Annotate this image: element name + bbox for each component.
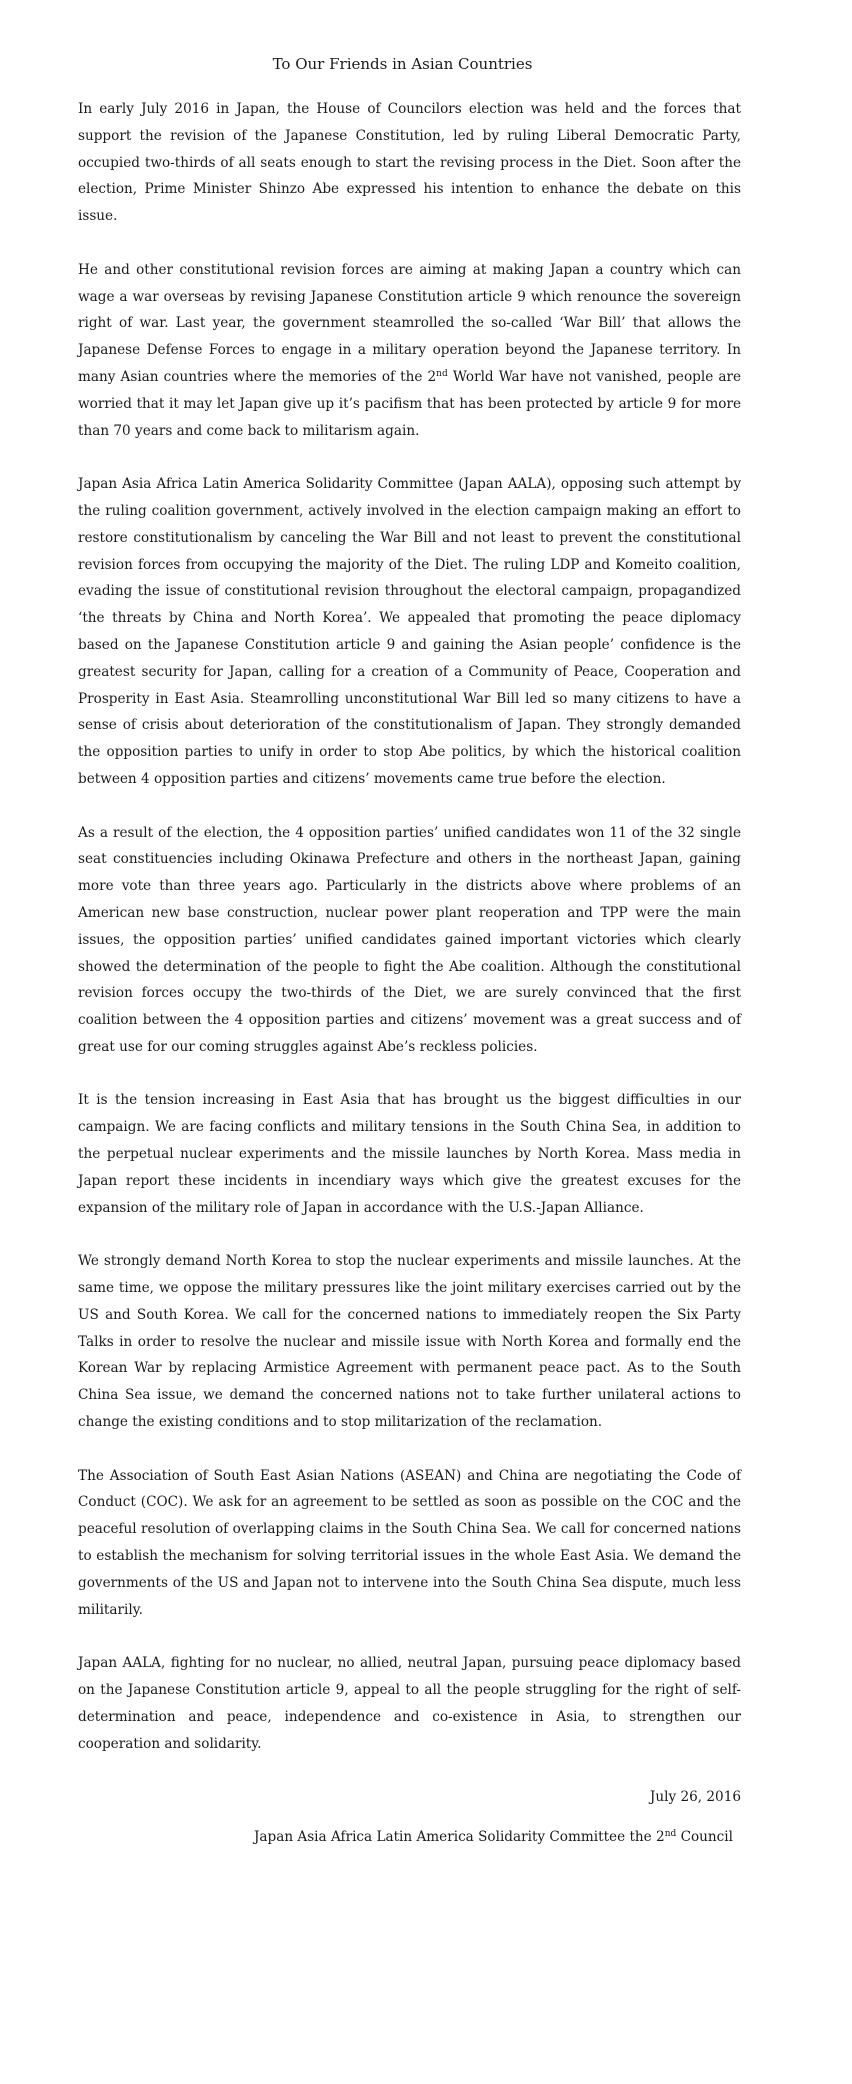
letter-document [78, 48, 741, 1851]
signature-text-a: Japan Asia Africa Latin America Solidarity Committee the 2 [253, 1829, 665, 1845]
paragraph-2-text-a: He and other constitutional revision forces are aiming at making Japan a country which can wage a war overseas by revising Japanese Constitution article 9 which renounce the sovereign right of war. Last year, the government steamrolled the so-called ‘War Bill’ that allows the Japanese Defense Forces to engage in a military operation beyond the Japanese territory. In many Asian countries where the memories of the 2 [78, 261, 741, 385]
paragraph-2-text-b: World War have not vanished, people are worried that it may let Japan give up it’s pacifism that has been protected by article 9 for more than 70 years and come back to militarism again. [78, 368, 741, 439]
paragraph-2 [78, 257, 741, 445]
paragraph-8: Japan AALA, fighting for no nuclear, no allied, neutral Japan, pursuing peace diplomacy based on the Japanese Constitution article 9, appeal to all the people struggling for the right of self-determination and peace, independence and co-existence in Asia, to strengthen our cooperation and solidarity. [78, 1655, 741, 1752]
document-title: To Our Friends in Asian Countries [272, 55, 533, 73]
letter-date: July 26, 2016 [649, 1789, 741, 1806]
ordinal-suffix: nd [436, 368, 448, 379]
paragraph-1: In early July 2016 in Japan, the House of Councilors election was held and the forces that support the revision of the Japanese Constitution, led by ruling Liberal Democratic Party, occupied two-thirds of all seats enough to start the revising process in the Diet. Soon after the election, Prime Minister Shinzo Abe expressed his intention to enhance the debate on this issue. [78, 101, 741, 225]
paragraph-4: As a result of the election, the 4 opposition parties’ unified candidates won 11 of the 32 single seat constituencies including Okinawa Prefecture and others in the northeast Japan, gaining more vote than three years ago. Particularly in the districts above where problems of an American new base construction, nuclear power plant reoperation and TPP were the main issues, the opposition parties’ unified candidates gained important victories which clearly showed the determination of the people to fight the Abe coalition. Although the constitutional revision forces occupy the two-thirds of the Diet, we are surely convinced that the first coalition between the 4 opposition parties and citizens’ movement was a great success and of great use for our coming struggles against Abe’s reckless policies. [78, 824, 741, 1055]
paragraph-6: We strongly demand North Korea to stop the nuclear experiments and missile launches. At the same time, we oppose the military pressures like the joint military exercises carried out by the US and South Korea. We call for the concerned nations to immediately reopen the Six Party Talks in order to resolve the nuclear and missile issue with North Korea and formally end the Korean War by replacing Armistice Agreement with permanent peace pact. As to the South China Sea issue, we demand the concerned nations not to take further unilateral actions to change the existing conditions and to stop militarization of the reclamation. [78, 1253, 741, 1431]
signature-text-b: Council [676, 1829, 733, 1845]
paragraph-3: Japan Asia Africa Latin America Solidarity Committee (Japan AALA), opposing such attempt by the ruling coalition government, actively involved in the election campaign making an effort to restore constitutionalism by canceling the War Bill and not least to prevent the constitutional revision forces from occupying the majority of the Diet. The ruling LDP and Komeito coalition, evading the issue of constitutional revision throughout the electoral campaign, propagandized ‘the threats by China and North Korea’. We appealed that promoting the peace diplomacy based on the Japanese Constitution article 9 and gaining the Asian people’ confidence is the greatest security for Japan, calling for a creation of a Community of Peace, Cooperation and Prosperity in East Asia. Steamrolling unconstitutional War Bill led so many citizens to have a sense of crisis about deterioration of the constitutionalism of Japan. They strongly demanded the opposition parties to unify in order to stop Abe politics, by which the historical coalition between 4 opposition parties and citizens’ movements came true before the election. [78, 476, 741, 787]
signature [78, 1824, 741, 1851]
signature-ordinal-suffix: nd [664, 1829, 677, 1839]
paragraph-5: It is the tension increasing in East Asia that has brought us the biggest difficulties in our campaign. We are facing conflicts and military tensions in the South China Sea, in addition to the perpetual nuclear experiments and the missile launches by North Korea. Mass media in Japan report these incidents in incendiary ways which give the greatest excuses for the expansion of the military role of Japan in accordance with the U.S.-Japan Alliance. [78, 1092, 741, 1216]
paragraph-7: The Association of South East Asian Nations (ASEAN) and China are negotiating the Code of Conduct (COC). We ask for an agreement to be settled as soon as possible on the COC and the peaceful resolution of overlapping claims in the South China Sea. We call for concerned nations to establish the mechanism for solving territorial issues in the whole East Asia. We demand the governments of the US and Japan not to intervene into the South China Sea dispute, much less militarily. [78, 1467, 741, 1618]
